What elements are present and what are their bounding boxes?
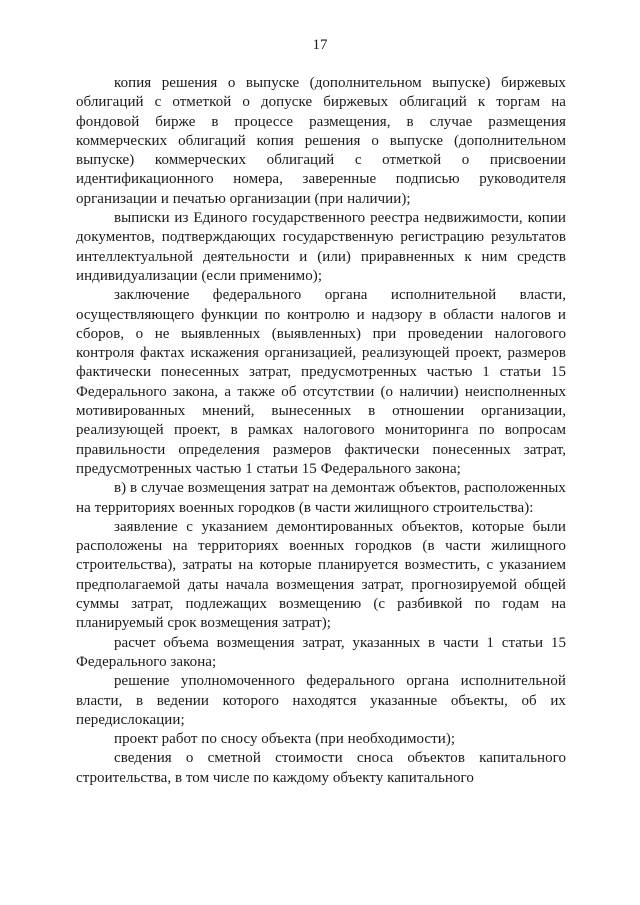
paragraph-estimated-cost-info: сведения о сметной стоимости сноса объектов капитального строительства, в том числе по каждому объекту капитального <box>76 750 566 786</box>
paragraph-tax-authority-conclusion: заключение федерального органа исполнительной власти, осуществляющего функции по контролю и надзору в области налогов и сборов, о не выявленных (выявленных) при проведении налогового контроля фактах искажения организацией, реализующей проект, размеров фактически понесенных затрат, предусмотренных частью 1 статьи 15 Федерального закона, а также об отсутствии (о наличии) неисполненных мотивированных мнений, вынесенных в отношении организации, реализующей проект, в рамках налогового мониторинга по вопросам правильности определения размеров фактически понесенных затрат, предусмотренных частью 1 статьи 15 Федерального закона; <box>76 287 566 477</box>
page-number: 17 <box>312 37 328 53</box>
paragraph-application-demolished-objects: заявление с указанием демонтированных объектов, которые были расположены на территориях военных городков (в части жилищного строительства), затраты на которые планируется возместить, с указанием предполагаемой даты начала возмещения затрат, прогнозируемой общей суммы затрат, подлежащих возмещению (с разбивкой по годам на планируемый срок возмещения затрат); <box>76 518 566 632</box>
paragraph-reimbursement-calculation: расчет объема возмещения затрат, указанных в части 1 статьи 15 Федерального закона; <box>76 634 566 670</box>
paragraph-demolition-project: проект работ по сносу объекта (при необходимости); <box>114 731 456 748</box>
paragraph-item-v-demolition: в) в случае возмещения затрат на демонтаж объектов, расположенных на территориях военных городков (в части жилищного строительства): <box>76 480 566 516</box>
paragraph-registry-extracts: выписки из Единого государственного реестра недвижимости, копии документов, подтверждающих государственную регистрацию результатов интеллектуальной деятельности и (или) приравненных к ним средств индивидуализации (если применимо); <box>76 210 566 284</box>
paragraph-relocation-decision: решение уполномоченного федерального органа исполнительной власти, в ведении которого находятся указанные объекты, об их передислокации; <box>76 673 566 728</box>
paragraph-bond-decision-copy: копия решения о выпуске (дополнительном выпуске) биржевых облигаций с отметкой о допуске биржевых облигаций к торгам на фондовой бирже в процессе размещения, в случае размещения коммерческих облигаций копия решения о выпуске (дополнительном выпуске) коммерческих облигаций с отметкой о присвоении идентификационного номера, заверенные подписью руководителя организации и печатью организации (при наличии); <box>76 75 566 207</box>
document-body <box>76 74 566 788</box>
